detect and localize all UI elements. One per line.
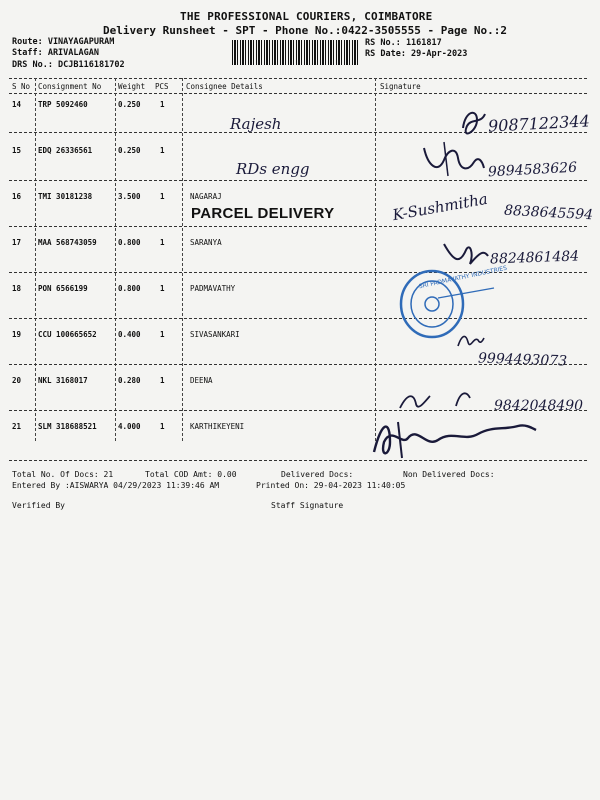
handwritten-name: Rajesh <box>230 115 282 133</box>
row-consignee: SARANYA <box>190 238 222 247</box>
row-sno: 17 <box>12 238 22 247</box>
col-header-sno: S No <box>12 82 31 91</box>
drs-number: DRS No.: DCJB116181702 <box>12 60 125 70</box>
row-pcs: 1 <box>160 100 165 109</box>
row-consignment: TMI 30181238 <box>38 192 93 201</box>
row-sno: 21 <box>12 422 22 431</box>
row-sno: 14 <box>12 100 22 109</box>
row-weight: 0.280 <box>118 376 141 385</box>
seal-text: SRI PADMAVATHY INDUSTRIES <box>418 264 508 291</box>
rs-date: RS Date: 29-Apr-2023 <box>365 49 468 59</box>
parcel-delivery-stamp: PARCEL DELIVERY <box>191 205 335 222</box>
col-header-signature: Signature <box>380 82 421 91</box>
rs-number: RS No.: 1161817 <box>365 38 442 48</box>
row-divider <box>9 318 587 319</box>
handwritten-phone: 9087122344 <box>487 111 591 136</box>
table-top-rule <box>9 78 587 79</box>
row-pcs: 1 <box>160 422 165 431</box>
row-pcs: 1 <box>160 192 165 201</box>
row-consignment: EDQ 26336561 <box>38 146 93 155</box>
col-header-consignee: Consignee Details <box>186 82 263 91</box>
col-header-weight: Weight <box>118 82 146 91</box>
row-consignment: PON 6566199 <box>38 284 88 293</box>
col-header-consignment: Consignment No <box>38 82 102 91</box>
total-cod: Total COD Amt: 0.00 <box>145 470 237 479</box>
row-consignment: TRP 5092460 <box>38 100 88 109</box>
runsheet-title: Delivery Runsheet - SPT - Phone No.:0422-3505555 - Page No.:2 <box>103 24 507 37</box>
company-title: THE PROFESSIONAL COURIERS, COIMBATORE <box>180 10 433 23</box>
handwritten-phone: 9894583626 <box>487 159 578 181</box>
verified-by: Verified By <box>12 501 65 510</box>
handwritten-phone: 8838645594 <box>503 202 594 224</box>
table-header-rule <box>9 93 587 94</box>
handwritten-phone: 9842048490 <box>494 398 584 414</box>
staff-label: Staff: ARIVALAGAN <box>12 48 99 58</box>
route-label: Route: VINAYAGAPURAM <box>12 37 115 47</box>
row-pcs: 1 <box>160 330 165 339</box>
row-sno: 20 <box>12 376 22 385</box>
row-divider <box>9 180 587 181</box>
handwritten-signature: K-Sushmitha <box>391 189 489 225</box>
row-pcs: 1 <box>160 376 165 385</box>
row-sno: 19 <box>12 330 22 339</box>
row-consignee: SIVASANKARI <box>190 330 240 339</box>
total-docs: Total No. Of Docs: 21 <box>12 470 114 479</box>
row-consignee: KARTHIKEYENI <box>190 422 245 431</box>
handwritten-name: RDs engg <box>236 160 310 178</box>
row-pcs: 1 <box>160 284 165 293</box>
row-pcs: 1 <box>160 146 165 155</box>
entered-by: Entered By :AISWARYA 04/29/2023 11:39:46 AM <box>12 481 220 490</box>
delivered-docs: Delivered Docs: <box>281 470 354 479</box>
signature-scribble <box>368 412 538 462</box>
row-consignee: DEENA <box>190 376 213 385</box>
col-header-pcs: PCS <box>155 82 169 91</box>
row-consignment: SLM 318688521 <box>38 422 97 431</box>
row-weight: 0.800 <box>118 284 141 293</box>
row-weight: 0.250 <box>118 146 141 155</box>
row-weight: 3.500 <box>118 192 141 201</box>
row-divider <box>9 132 587 133</box>
row-divider <box>9 364 587 365</box>
row-sno: 15 <box>12 146 22 155</box>
row-consignee: PADMAVATHY <box>190 284 236 293</box>
non-delivered-docs: Non Delivered Docs: <box>403 470 495 479</box>
row-weight: 0.800 <box>118 238 141 247</box>
printed-on: Printed On: 29-04-2023 11:40:05 <box>256 481 406 490</box>
row-divider <box>9 410 587 411</box>
row-consignment: MAA 568743059 <box>38 238 97 247</box>
row-weight: 0.250 <box>118 100 141 109</box>
signature-scribble <box>440 238 490 270</box>
row-weight: 4.000 <box>118 422 141 431</box>
row-sno: 18 <box>12 284 22 293</box>
row-divider <box>9 226 587 227</box>
staff-signature-label: Staff Signature <box>271 501 344 510</box>
row-pcs: 1 <box>160 238 165 247</box>
row-consignee: NAGARAJ <box>190 192 222 201</box>
row-sno: 16 <box>12 192 22 201</box>
row-consignment: CCU 100665652 <box>38 330 97 339</box>
handwritten-phone: 9994493073 <box>477 350 568 370</box>
signature-scribble <box>418 138 488 182</box>
handwritten-phone: 8824861484 <box>489 248 580 268</box>
row-weight: 0.400 <box>118 330 141 339</box>
row-consignment: NKL 3168017 <box>38 376 88 385</box>
barcode-image <box>232 40 360 65</box>
